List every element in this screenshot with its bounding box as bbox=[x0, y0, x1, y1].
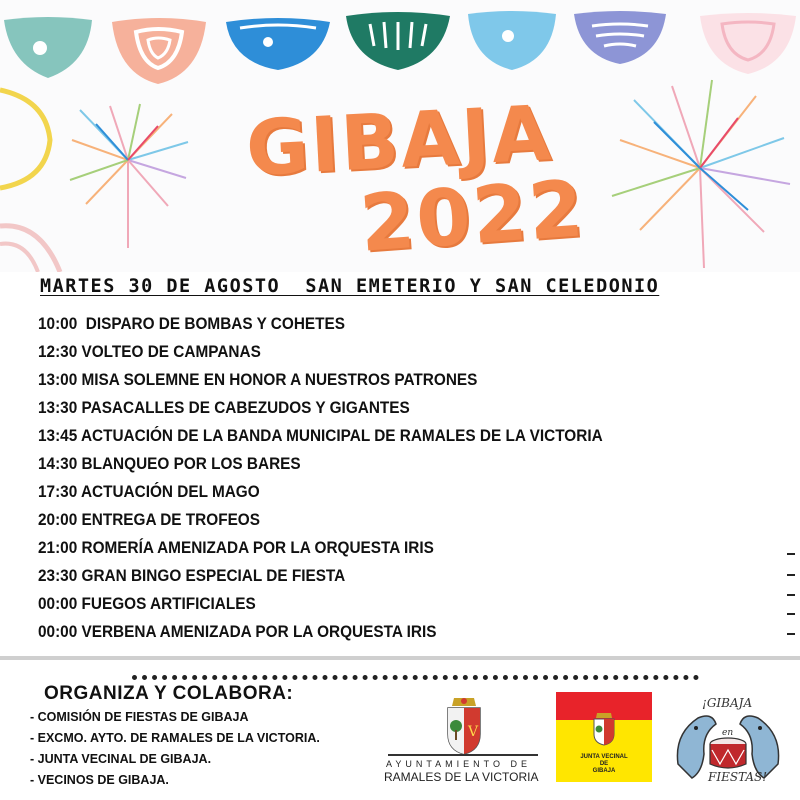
schedule-item: 13:45 ACTUACIÓN DE LA BANDA MUNICIPAL DE RAMALES DE LA VICTORIA bbox=[38, 427, 603, 445]
junta-line3: GIBAJA bbox=[592, 768, 616, 774]
firework-left bbox=[70, 104, 188, 248]
edge-dash bbox=[787, 633, 795, 635]
coat-of-arms-icon bbox=[444, 696, 484, 756]
coat-of-arms-icon bbox=[592, 712, 616, 746]
logo-rule bbox=[388, 754, 538, 756]
svg-text:V: V bbox=[468, 724, 479, 740]
bunting-yellow bbox=[0, 90, 50, 188]
fiestas-logo bbox=[672, 694, 784, 794]
edge-dash bbox=[787, 613, 795, 615]
schedule-item: 12:30 VOLTEO DE CAMPANAS bbox=[38, 343, 261, 361]
organizer-item: - COMISIÓN DE FIESTAS DE GIBAJA bbox=[30, 710, 249, 724]
edge-dash bbox=[787, 574, 795, 576]
firework-right bbox=[612, 80, 790, 268]
bunting-lavender bbox=[574, 11, 666, 64]
fiestas-bottom-text: FIESTAS! bbox=[708, 770, 768, 784]
section-divider bbox=[0, 656, 800, 660]
schedule-item: 20:00 ENTREGA DE TROFEOS bbox=[38, 511, 260, 529]
title-year: 2022 bbox=[357, 164, 588, 270]
organizers-list bbox=[30, 708, 320, 792]
schedule-item: 00:00 FUEGOS ARTIFICIALES bbox=[38, 595, 256, 613]
bunting-teal bbox=[4, 17, 92, 78]
dotted-divider bbox=[132, 675, 699, 680]
schedule-item: 14:30 BLANQUEO POR LOS BARES bbox=[38, 455, 301, 473]
fiestas-en-text: en bbox=[722, 728, 734, 738]
organizer-item: - JUNTA VECINAL DE GIBAJA. bbox=[30, 752, 212, 766]
fiestas-top-text: ¡GIBAJA bbox=[702, 696, 753, 710]
schedule-item: 13:30 PASACALLES DE CABEZUDOS Y GIGANTES bbox=[38, 399, 410, 417]
schedule-item: 10:00 DISPARO DE BOMBAS Y COHETES bbox=[38, 315, 345, 333]
organizers-title: ORGANIZA Y COLABORA: bbox=[44, 683, 294, 704]
schedule-item: 00:00 VERBENA AMENIZADA POR LA ORQUESTA IRIS bbox=[38, 623, 437, 641]
organizer-item: - VECINOS DE GIBAJA. bbox=[30, 773, 169, 787]
ramales-name-text: RAMALES DE LA VICTORIA bbox=[384, 770, 539, 784]
header-banner bbox=[0, 0, 800, 272]
junta-label bbox=[556, 754, 652, 775]
ramales-logo bbox=[384, 692, 550, 792]
schedule-item: 13:00 MISA SOLEMNE EN HONOR A NUESTROS PATRONES bbox=[38, 371, 478, 389]
bunting-pink3 bbox=[0, 226, 60, 272]
schedule-item: 23:30 GRAN BINGO ESPECIAL DE FIESTA bbox=[38, 567, 346, 585]
schedule-item: 21:00 ROMERÍA AMENIZADA POR LA ORQUESTA IRIS bbox=[38, 539, 434, 557]
organizer-item: - EXCMO. AYTO. DE RAMALES DE LA VICTORIA. bbox=[30, 731, 320, 745]
junta-line2: DE bbox=[599, 761, 609, 767]
schedule-list bbox=[38, 313, 645, 649]
schedule-item: 17:30 ACTUACIÓN DEL MAGO bbox=[38, 483, 260, 501]
edge-dash bbox=[787, 553, 795, 555]
title-gibaja: GIBAJA bbox=[243, 88, 555, 193]
edge-dash bbox=[787, 594, 795, 596]
bunting-lightblue bbox=[468, 11, 556, 70]
junta-vecinal-logo bbox=[556, 692, 652, 782]
ramales-ayto-text: AYUNTAMIENTO DE bbox=[386, 759, 532, 769]
junta-line1: JUNTA VECINAL bbox=[580, 754, 628, 760]
date-heading: MARTES 30 DE AGOSTO SAN EMETERIO Y SAN CELEDONIO bbox=[40, 276, 660, 297]
